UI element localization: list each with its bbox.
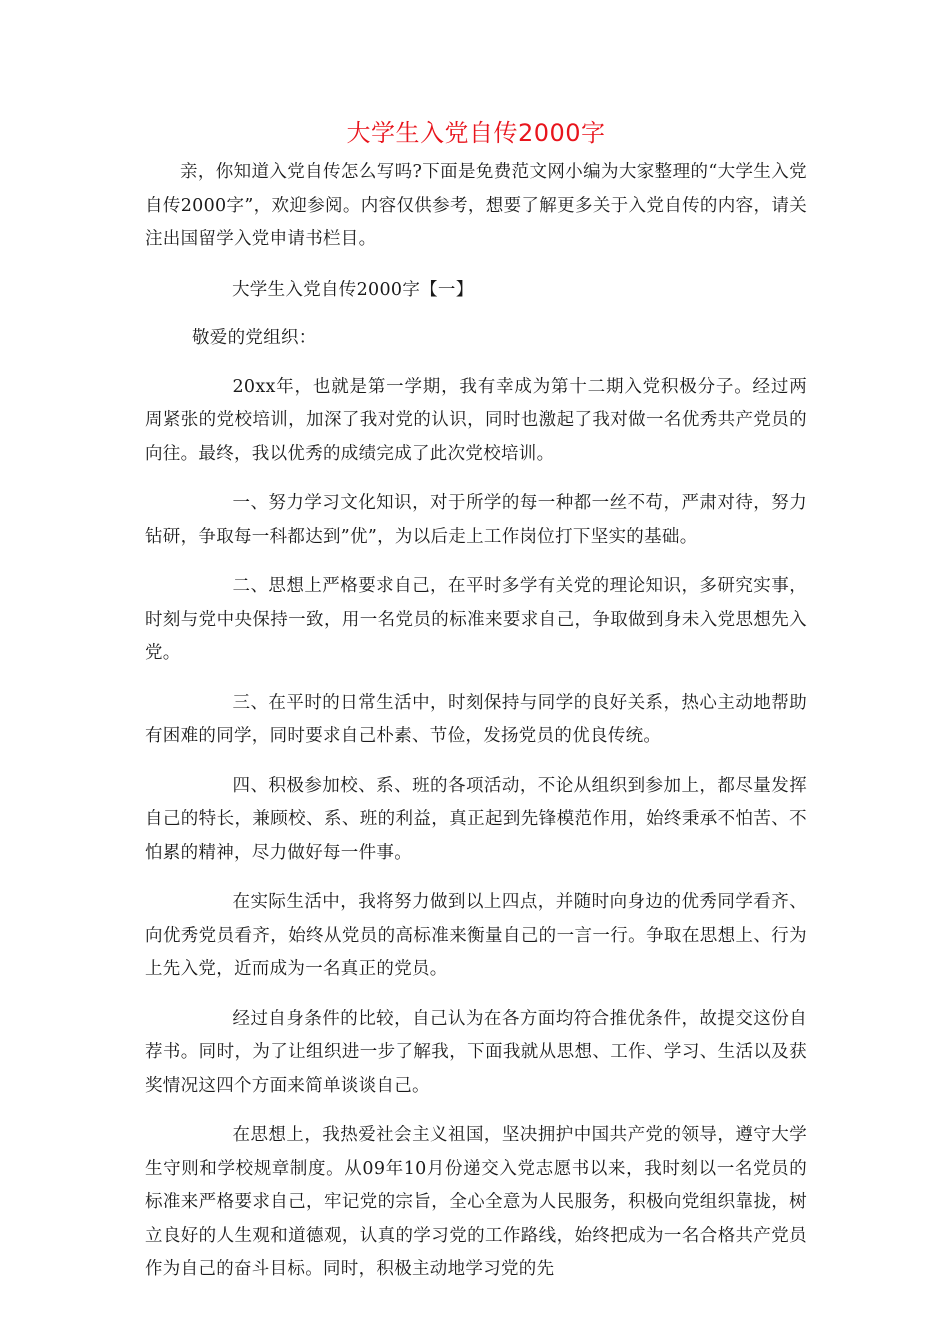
body-paragraph: 四、积极参加校、系、班的各项活动，不论从组织到参加上，都尽量发挥自己的特长，兼顾校、系、班的利益，真正起到先锋模范作用，始终秉承不怕苦、不怕累的精神，尽力做好每一件事。	[145, 775, 807, 863]
body-paragraph: 二、思想上严格要求自己，在平时多学有关党的理论知识，多研究实事，时刻与党中央保持一致，用一名党员的标准来要求自己，争取做到身未入党思想先入党。	[145, 576, 807, 663]
document-body	[145, 116, 807, 1303]
body-paragraph: 20xx年，也就是第一学期，我有幸成为第十二期入党积极分子。经过两周紧张的党校培训，加深了我对党的认识，同时也激起了我对做一名优秀共产党员的向往。最终，我以优秀的成绩完成了此次党校培训。	[145, 376, 807, 464]
body-paragraph: 在实际生活中，我将努力做到以上四点，并随时向身边的优秀同学看齐、向优秀党员看齐，始终从党员的高标准来衡量自己的一言一行。争取在思想上、行为上先入党，近而成为一名真正的党员。	[145, 892, 807, 979]
body-paragraph: 经过自身条件的比较，自己认为在各方面均符合推优条件，故提交这份自荐书。同时，为了让组织进一步了解我，下面我就从思想、工作、学习、生活以及获奖情况这四个方面来简单谈谈自己。	[145, 1008, 807, 1096]
salutation: 敬爱的党组织：	[192, 328, 317, 348]
document-title: 大学生入党自传2000字	[346, 119, 606, 147]
body-paragraph: 在思想上，我热爱社会主义祖国，坚决拥护中国共产党的领导，遵守大学生守则和学校规章制度。从09年10月份递交入党志愿书以来，我时刻以一名党员的标准来严格要求自己，牢记党的宗旨，全心全意为人民服务，积极向党组织靠拢，树立良好的人生观和道德观，认真的学习党的工作路线，始终把成为一名合格共产党员作为自己的奋斗目标。同时，积极主动地学习党的先	[145, 1125, 807, 1279]
body-paragraph: 一、努力学习文化知识，对于所学的每一种都一丝不苟，严肃对待，努力钻研，争取每一科都达到”优”，为以后走上工作岗位打下坚实的基础。	[145, 493, 807, 547]
body-paragraph: 三、在平时的日常生活中，时刻保持与同学的良好关系，热心主动地帮助有困难的同学，同时要求自己朴素、节俭，发扬党员的优良传统。	[145, 692, 807, 746]
intro-paragraph: 亲，你知道入党自传怎么写吗?下面是免费范文网小编为大家整理的“大学生入党自传2000字”，欢迎参阅。内容仅供参考，想要了解更多关于入党自传的内容，请关注出国留学入党申请书栏目。	[145, 162, 807, 249]
section-heading: 大学生入党自传2000字【一】	[232, 279, 474, 300]
